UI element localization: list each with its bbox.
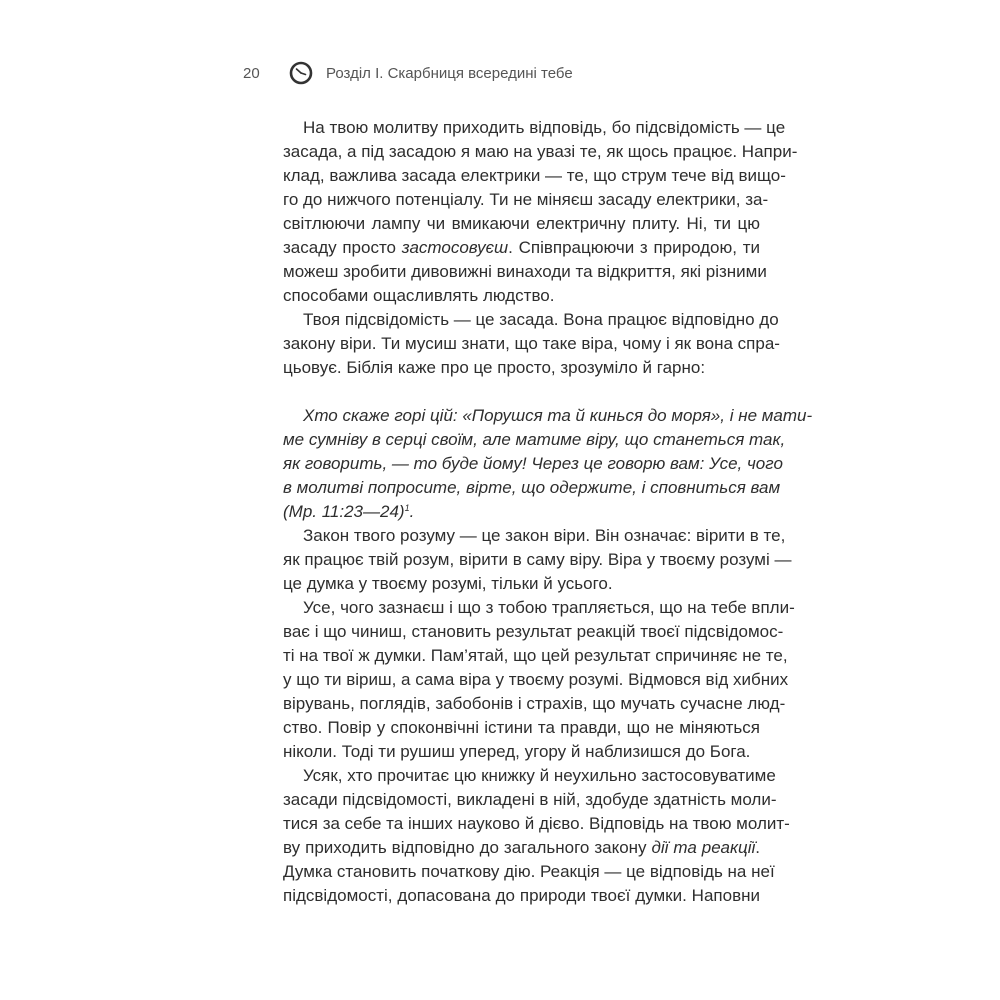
text-line [283, 788, 777, 812]
text-line [283, 452, 783, 476]
text-line [283, 500, 760, 524]
text-line [283, 692, 786, 716]
text-segment: ву приходить відповідно до загального закону [283, 838, 652, 857]
text-segment: як працює твій розум, вірити в саму віру. Віра у твоєму розумі — [283, 550, 792, 569]
footnote-ref: 1 [404, 503, 410, 513]
running-header [243, 61, 573, 85]
text-segment: цьовує. Біблія каже про це просто, зрозуміло й гарно: [283, 358, 706, 377]
text-segment: засада, а під засадою я маю на увазі те, як щось працює. Напри- [283, 142, 798, 161]
text-line [283, 140, 798, 164]
paragraph [283, 596, 795, 764]
text-segment: (Мр. 11:23—24) [283, 502, 405, 521]
text-line [283, 668, 789, 692]
text-segment: ме сумніву в серці своїм, але матиме віру, що станеться так, [283, 430, 786, 449]
text-line [283, 308, 779, 332]
text-segment: світлюючи лампу чи вмикаючи електричну плиту. Ні, ти цю [283, 214, 760, 233]
text-line [283, 404, 813, 428]
text-line [283, 836, 760, 860]
text-segment: ває і що чиниш, становить результат реакцій твоєї підсвідомос- [283, 622, 784, 641]
text-line [283, 476, 781, 500]
page-number: 20 [243, 64, 260, 82]
text-line [283, 764, 776, 788]
text-segment: . [409, 502, 415, 521]
paragraph [283, 308, 780, 380]
text-line [283, 260, 767, 284]
text-segment: Закон твого розуму — це закон віри. Він означає: вірити в те, [303, 526, 786, 545]
paragraph [283, 524, 792, 596]
text-segment: . Співпрацюючи з природою, ти [508, 238, 760, 257]
text-line [283, 884, 760, 908]
emphasis: дії та реакції [651, 838, 756, 857]
text-segment: в молитві попросите, вірте, що одержите, і сповниться вам [283, 478, 781, 497]
text-segment: це думка у твоєму розумі, тільки й усього. [283, 574, 613, 593]
text-line [283, 116, 786, 140]
text-segment: Твоя підсвідомість — це засада. Вона працює відповідно до [303, 310, 779, 329]
text-segment: як говорить, — то буде йому! Через це говорю вам: Усе, чого [283, 454, 783, 473]
text-line [283, 740, 760, 764]
text-segment: засаду просто [283, 238, 402, 257]
text-segment: Усяк, хто прочитає цю книжку й неухильно застосовуватиме [303, 766, 776, 785]
text-segment: способами ощасливлять людство. [283, 286, 555, 305]
bible-quote [283, 404, 813, 524]
text-line [283, 596, 795, 620]
text-line [283, 716, 760, 740]
text-segment: Усе, чого зазнаєш і що з тобою трапляється, що на тебе впли- [303, 598, 795, 617]
text-line [283, 164, 786, 188]
paragraph [283, 116, 798, 308]
text-segment: ті на твої ж думки. Пам’ятай, що цей результат спричиняє не те, [283, 646, 788, 665]
text-line [283, 548, 792, 572]
text-segment: підсвідомості, допасована до природи твоєї думки. Наповни [283, 886, 760, 905]
text-segment: ніколи. Тоді ти рушиш уперед, угору й наблизишся до Бога. [283, 742, 751, 761]
text-line [283, 860, 775, 884]
text-segment: у що ти віриш, а сама віра у твоєму розумі. Відмовся від хибних [283, 670, 789, 689]
text-line [283, 356, 760, 380]
text-segment: Думка становить початкову дію. Реакція — це відповідь на неї [283, 862, 775, 881]
text-line [283, 236, 760, 260]
text-segment: можеш зробити дивовижні винаходи та відкриття, які різними [283, 262, 767, 281]
text-line [283, 620, 784, 644]
text-segment: клад, важлива засада електрики — те, що струм тече від вищо- [283, 166, 786, 185]
text-line [283, 188, 769, 212]
text-line [283, 572, 760, 596]
spacer [283, 380, 760, 404]
body-text [283, 116, 813, 908]
text-segment: . [755, 838, 760, 857]
text-line [283, 644, 788, 668]
text-segment: тися за себе та інших науково й дієво. Відповідь на твою молит- [283, 814, 790, 833]
text-segment: закону віри. Ти мусиш знати, що таке віра, чому і як вона спра- [283, 334, 780, 353]
text-line [283, 428, 786, 452]
text-segment: го до нижчого потенціалу. Ти не міняєш засаду електрики, за- [283, 190, 769, 209]
text-segment: вірувань, поглядів, забобонів і страхів, що мучать сучасне люд- [283, 694, 786, 713]
emphasis: застосовуєш [401, 238, 509, 257]
text-segment: На твою молитву приходить відповідь, бо підсвідомість — це [303, 118, 786, 137]
text-line [283, 212, 760, 236]
text-line [283, 332, 780, 356]
text-line [283, 284, 760, 308]
chapter-title: Розділ I. Скарбниця всередині тебе [326, 64, 573, 82]
text-line [283, 524, 786, 548]
text-segment: засади підсвідомості, викладені в ній, здобуде здатність моли- [283, 790, 777, 809]
text-segment: ство. Повір у споконвічні істини та правди, що не міняються [283, 718, 760, 737]
paragraph [283, 764, 790, 908]
clock-icon [289, 61, 313, 85]
text-segment: Хто скаже горі цій: «Порушся та й кинься до моря», і не мати- [303, 406, 813, 425]
text-line [283, 812, 790, 836]
